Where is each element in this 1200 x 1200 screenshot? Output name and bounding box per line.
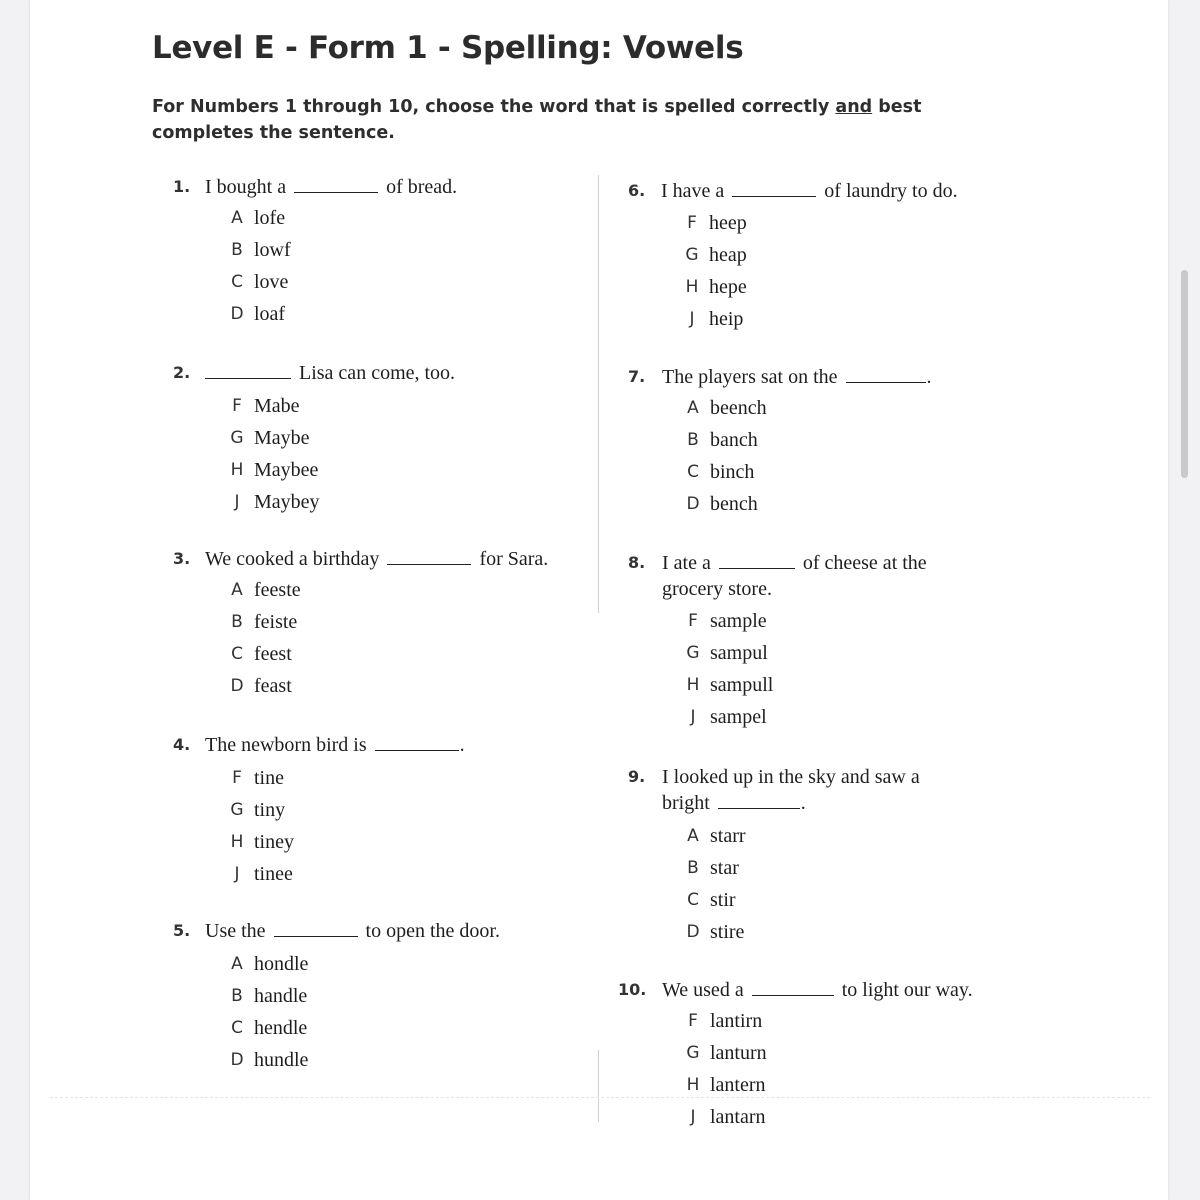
stem-after: of laundry to do. — [824, 180, 958, 202]
option-letter: A — [231, 208, 243, 228]
option-letter: B — [687, 858, 699, 878]
option-word: tiny — [254, 799, 286, 821]
option-letter: F — [232, 768, 242, 788]
option-letter: J — [690, 707, 696, 727]
option-word: lantirn — [710, 1010, 763, 1032]
stem-before: The players sat on the — [662, 366, 838, 388]
option-word: lowf — [254, 239, 291, 261]
option-letter: G — [685, 245, 699, 265]
option-word: heap — [709, 244, 747, 266]
option-letter: B — [687, 430, 699, 450]
option-letter: H — [686, 1075, 700, 1095]
option-letter: B — [231, 986, 243, 1006]
answer-blank — [718, 792, 800, 809]
question-number: 4. — [173, 735, 191, 754]
answer-blank — [846, 366, 926, 383]
stem-after: for Sara. — [479, 548, 549, 570]
answer-blank — [387, 548, 471, 565]
option-word: feeste — [254, 579, 301, 601]
stem-before: We cooked a birthday — [205, 548, 380, 570]
option-letter: D — [686, 494, 700, 514]
vertical-scrollbar[interactable] — [1181, 270, 1188, 478]
option-letter: H — [686, 675, 700, 695]
stem-after: of bread. — [386, 176, 458, 198]
option-letter: G — [230, 800, 244, 820]
question-number: 8. — [628, 553, 646, 572]
answer-blank — [274, 920, 358, 937]
stem-continuation-after: . — [800, 792, 806, 814]
option-letter: G — [686, 1043, 700, 1063]
option-word: stire — [710, 921, 745, 943]
instructions-underlined-word: and — [835, 97, 873, 117]
stem-after: of cheese at the — [802, 552, 927, 574]
option-word: hepe — [709, 276, 747, 298]
stem-before: We used a — [662, 979, 744, 1001]
option-word: binch — [710, 461, 755, 483]
question-number: 10. — [618, 980, 647, 999]
option-word: love — [254, 271, 289, 293]
option-letter: C — [231, 644, 243, 664]
option-letter: H — [685, 277, 699, 297]
question-number: 2. — [173, 363, 191, 382]
option-word: lantarn — [710, 1106, 766, 1128]
option-word: Mabe — [254, 395, 300, 417]
option-word: beench — [710, 397, 767, 419]
option-letter: C — [231, 1018, 243, 1038]
option-word: hundle — [254, 1049, 309, 1071]
option-letter: A — [687, 826, 699, 846]
option-word: bench — [710, 493, 758, 515]
option-letter: A — [687, 398, 699, 418]
option-letter: F — [688, 1011, 698, 1031]
question-number: 6. — [628, 181, 646, 200]
option-letter: H — [230, 460, 244, 480]
stem-after: Lisa can come, too. — [299, 362, 456, 384]
option-word: heep — [709, 212, 747, 234]
stem-before: I have a — [661, 180, 725, 202]
option-letter: D — [230, 304, 244, 324]
option-letter: J — [234, 492, 240, 512]
option-word: stir — [710, 889, 736, 911]
stem-before: Use the — [205, 920, 266, 942]
option-word: Maybey — [254, 491, 320, 513]
option-word: sampull — [710, 674, 774, 696]
option-letter: C — [231, 272, 243, 292]
stem-before: The newborn bird is — [205, 734, 367, 756]
question-stem-continuation: grocery store. — [662, 578, 772, 600]
option-word: Maybee — [254, 459, 319, 481]
answer-blank — [752, 979, 834, 996]
option-letter: F — [232, 396, 242, 416]
page-title: Level E - Form 1 - Spelling: Vowels — [152, 30, 744, 66]
option-letter: B — [231, 240, 243, 260]
option-word: tine — [254, 767, 284, 789]
option-word: loaf — [254, 303, 286, 325]
stem-continuation-before: bright — [662, 792, 710, 814]
instructions-text-end: best completes the sentence. — [152, 97, 922, 143]
option-letter: H — [230, 832, 244, 852]
option-word: hendle — [254, 1017, 308, 1039]
page-break-line — [50, 1097, 1150, 1098]
option-word: feest — [254, 643, 292, 665]
option-word: tinee — [254, 863, 293, 885]
option-word: feiste — [254, 611, 298, 633]
answer-blank — [375, 734, 459, 751]
column-divider — [598, 175, 599, 613]
option-letter: J — [234, 864, 240, 884]
answer-blank — [732, 180, 816, 197]
stem-before: I looked up in the sky and saw a — [662, 766, 920, 788]
option-word: handle — [254, 985, 308, 1007]
answer-blank — [294, 176, 378, 193]
question-number: 7. — [628, 367, 646, 386]
stem-after: to light our way. — [841, 979, 973, 1001]
option-word: banch — [710, 429, 758, 451]
stem-after: . — [926, 366, 932, 388]
option-letter: D — [230, 1050, 244, 1070]
option-letter: J — [690, 1107, 696, 1127]
option-word: lantern — [710, 1074, 766, 1096]
option-word: Maybe — [254, 427, 310, 449]
option-letter: D — [230, 676, 244, 696]
option-letter: G — [230, 428, 244, 448]
option-word: heip — [709, 308, 744, 330]
option-word: feast — [254, 675, 292, 697]
option-word: star — [710, 857, 739, 879]
option-letter: A — [231, 580, 243, 600]
option-letter: B — [231, 612, 243, 632]
column-divider-lower — [598, 1050, 599, 1122]
instructions-text: For Numbers 1 through 10, choose the word that is spelled correctly — [152, 97, 836, 117]
option-word: lanturn — [710, 1042, 767, 1064]
stem-after: to open the door. — [365, 920, 500, 942]
option-letter: G — [686, 643, 700, 663]
instructions — [152, 94, 1012, 146]
document-page — [30, 0, 1168, 1200]
answer-blank — [719, 552, 795, 569]
option-letter: F — [687, 213, 697, 233]
option-word: lofe — [254, 207, 286, 229]
option-word: starr — [710, 825, 746, 847]
option-letter: C — [687, 462, 699, 482]
answer-blank — [205, 362, 291, 379]
option-word: sampel — [710, 706, 767, 728]
option-word: tiney — [254, 831, 294, 853]
question-number: 3. — [173, 549, 191, 568]
option-letter: C — [687, 890, 699, 910]
stem-after: . — [459, 734, 465, 756]
option-letter: A — [231, 954, 243, 974]
question-number: 5. — [173, 921, 191, 940]
option-letter: F — [688, 611, 698, 631]
stem-before: I bought a — [205, 176, 287, 198]
option-word: sample — [710, 610, 767, 632]
option-word: hondle — [254, 953, 309, 975]
option-letter: J — [689, 309, 695, 329]
option-word: sampul — [710, 642, 768, 664]
question-number: 9. — [628, 767, 646, 786]
question-stem-continuation — [662, 790, 806, 816]
option-letter: D — [686, 922, 700, 942]
stem-before: I ate a — [662, 552, 711, 574]
question-number: 1. — [173, 177, 191, 196]
